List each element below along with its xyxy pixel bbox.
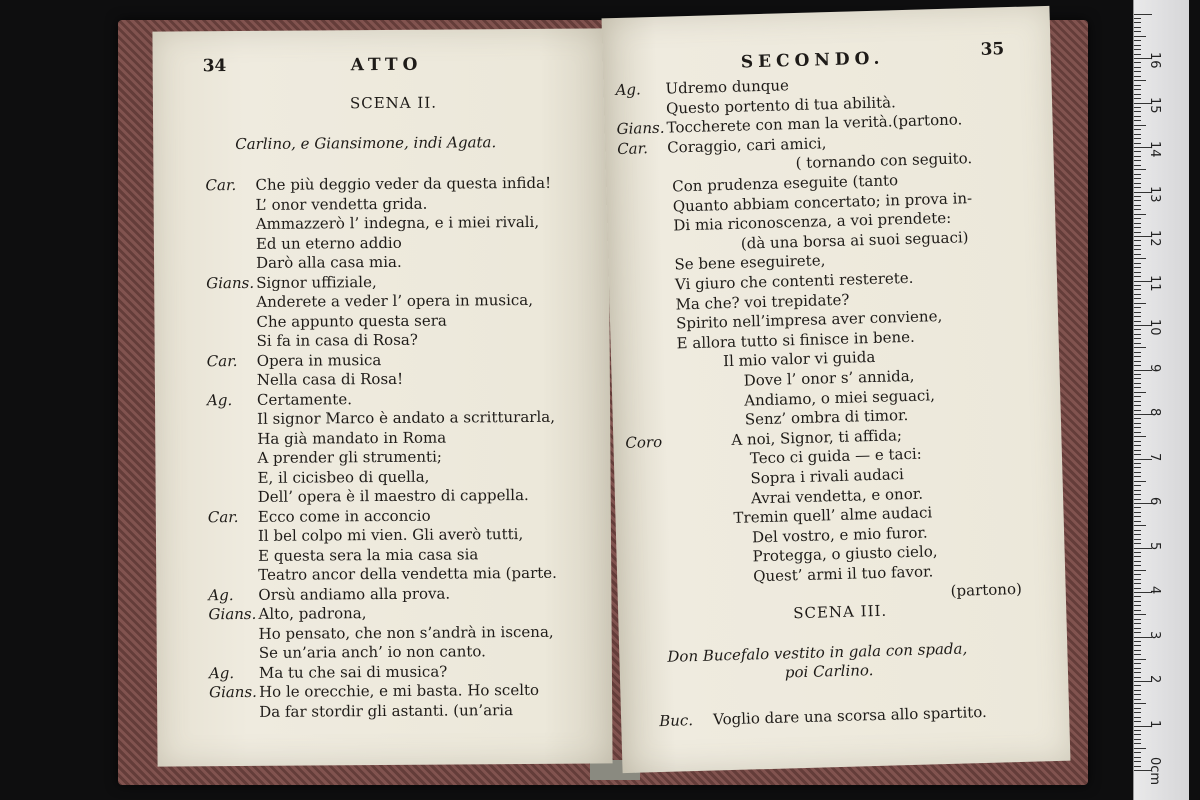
ruler-tick [1134, 427, 1141, 428]
ruler-tick [1134, 410, 1141, 411]
ruler-number: 9 [1147, 363, 1162, 372]
speaker-label: Gians. [616, 118, 665, 139]
verse-line: Anderete a veder l’ opera in musica, [256, 290, 534, 311]
verse-line: Se bene eseguirete, [674, 251, 826, 274]
verse-line: Opera in musica [256, 350, 382, 370]
ruler-tick [1134, 54, 1141, 55]
ruler-number: 12 [1147, 230, 1162, 247]
ruler-tick [1134, 712, 1141, 713]
ruler-tick [1134, 761, 1141, 762]
ruler-unit-label: 0cm [1147, 757, 1162, 786]
ruler-tick [1134, 730, 1141, 731]
verse-line: Nella casa di Rosa! [256, 369, 404, 389]
ruler-tick [1134, 107, 1141, 108]
verse-line: Certamente. [256, 389, 353, 409]
ruler-tick [1134, 494, 1141, 495]
verse-line: Tremin quell’ alme audaci [733, 503, 933, 528]
verse-line: Avrai vendetta, e onor. [750, 484, 924, 508]
ruler-tick [1134, 316, 1141, 317]
ruler-tick [1134, 623, 1141, 624]
ruler-tick [1134, 596, 1141, 597]
ruler-tick [1134, 378, 1141, 379]
verse-line: Con prudenza eseguite (tanto [672, 171, 899, 196]
ruler-number: 10 [1147, 319, 1162, 336]
verse-line: Si fa in casa di Rosa? [256, 330, 418, 350]
ruler-tick [1134, 565, 1141, 566]
measuring-ruler [1133, 0, 1189, 800]
ruler-tick [1134, 423, 1141, 424]
verse-line: Voglio dare una scorsa allo spartito. [712, 702, 988, 729]
ruler-tick [1134, 699, 1141, 700]
verse-line: (partono) [950, 579, 1023, 600]
ruler-tick [1134, 619, 1141, 620]
ruler-tick [1134, 748, 1146, 749]
ruler-tick [1134, 561, 1141, 562]
ruler-tick [1134, 303, 1146, 304]
ruler-tick [1134, 334, 1141, 335]
verse-line: Ecco come in acconcio [257, 506, 431, 526]
ruler-tick [1134, 374, 1141, 375]
ruler-tick [1134, 143, 1141, 144]
ruler-tick [1134, 183, 1141, 184]
verse-line: Senz’ ombra di timor. [744, 406, 909, 429]
ruler-tick [1134, 276, 1141, 277]
page-number: 34 [202, 56, 227, 77]
ruler-tick [1134, 766, 1141, 767]
ruler-tick [1134, 89, 1141, 90]
character-list: Carlino, e Giansimone, indi Agata. [235, 133, 497, 154]
ruler-tick [1134, 62, 1141, 63]
speaker-label: Gians. [208, 604, 257, 624]
ruler-tick [1134, 574, 1141, 575]
ruler-tick [1134, 245, 1141, 246]
verse-line: Da far stordir gli astanti. (un’aria [259, 700, 514, 721]
verse-line: E, il cicisbeo di quella, [257, 467, 430, 487]
verse-line: Coraggio, cari amici, [666, 133, 827, 157]
ruler-tick [1134, 614, 1146, 615]
ruler-tick [1134, 125, 1146, 126]
ruler-tick [1134, 530, 1141, 531]
ruler-tick [1134, 138, 1141, 139]
ruler-tick [1134, 343, 1141, 344]
ruler-tick [1134, 254, 1141, 255]
ruler-tick [1134, 659, 1146, 660]
ruler-tick [1134, 134, 1141, 135]
speaker-label: Car. [206, 351, 238, 370]
ruler-tick [1134, 601, 1141, 602]
ruler-tick [1134, 432, 1141, 433]
ruler-tick [1134, 223, 1141, 224]
ruler-tick [1134, 663, 1141, 664]
ruler-tick [1134, 85, 1141, 86]
verse-line: Ma tu che sai di musica? [258, 662, 448, 682]
ruler-tick [1134, 36, 1146, 37]
ruler-tick [1134, 352, 1141, 353]
ruler-tick [1134, 641, 1141, 642]
scene-title: SCENA II. [349, 93, 438, 113]
verse-line: Quanto abbiam concertato; in prova in- [672, 188, 973, 216]
ruler-number: 5 [1147, 541, 1162, 550]
ruler-tick [1134, 165, 1141, 166]
verse-line: L’ onor vendetta grida. [255, 194, 428, 214]
running-head: SECONDO. [740, 48, 885, 73]
verse-line: Sopra i rivali audaci [750, 465, 905, 488]
ruler-tick [1134, 249, 1141, 250]
verse-line: Teco ci guida — e taci: [749, 445, 922, 468]
ruler-tick [1134, 120, 1141, 121]
ruler-tick [1134, 160, 1141, 161]
verse-line: Dell’ opera è il maestro di cappella. [257, 485, 529, 506]
ruler-tick [1134, 645, 1141, 646]
speaker-label: Gians. [206, 273, 255, 292]
verse-line: Teatro ancor della vendetta mia (parte. [258, 563, 557, 584]
ruler-tick [1134, 214, 1146, 215]
ruler-tick [1134, 436, 1146, 437]
ruler-number: 13 [1147, 185, 1162, 203]
left-page [152, 28, 612, 766]
ruler-tick [1134, 200, 1141, 201]
ruler-tick [1134, 476, 1141, 477]
ruler-tick [1134, 605, 1141, 606]
ruler-tick [1134, 169, 1146, 170]
ruler-tick [1134, 196, 1141, 197]
verse-line: Protegga, o giusto cielo, [752, 542, 938, 566]
ruler-tick [1134, 227, 1141, 228]
ruler-tick [1134, 272, 1141, 273]
verse-line: Il signor Marco è andato a scritturarla, [257, 407, 555, 428]
ruler-tick [1134, 583, 1141, 584]
ruler-tick [1134, 49, 1141, 50]
verse-line: (dà una borsa ai suoi seguaci) [740, 228, 969, 253]
ruler-tick [1134, 232, 1141, 233]
ruler-tick [1134, 405, 1141, 406]
ruler-tick [1134, 156, 1141, 157]
speaker-label: Ag. [615, 80, 641, 100]
ruler-tick [1134, 312, 1141, 313]
ruler-tick [1134, 289, 1141, 290]
ruler-tick [1134, 556, 1141, 557]
page-number: 35 [980, 39, 1005, 60]
ruler-tick [1134, 721, 1141, 722]
ruler-tick [1134, 22, 1141, 23]
verse-line: Se un’aria anch’ io non canto. [258, 642, 486, 662]
right-page [602, 6, 1071, 773]
ruler-number: 16 [1147, 52, 1162, 69]
ruler-tick [1134, 111, 1141, 112]
speaker-label: Ag. [208, 585, 234, 604]
ruler-tick [1134, 383, 1141, 384]
ruler-tick [1134, 552, 1141, 553]
ruler-number: 11 [1147, 274, 1162, 292]
verse-line: A prender gli strumenti; [257, 447, 442, 467]
ruler-tick [1134, 80, 1146, 81]
ruler-tick [1134, 708, 1141, 709]
running-head: ATTO [350, 54, 423, 76]
ruler-tick [1134, 632, 1141, 633]
speaker-label: Ag. [208, 663, 235, 682]
ruler-tick [1134, 454, 1141, 455]
ruler-number: 6 [1147, 497, 1162, 506]
ruler-tick [1134, 485, 1141, 486]
ruler-tick [1134, 71, 1141, 72]
ruler-tick [1134, 116, 1141, 117]
ruler-number: 15 [1147, 96, 1162, 114]
ruler-tick [1134, 739, 1141, 740]
ruler-tick [1134, 694, 1141, 695]
ruler-tick [1134, 321, 1141, 322]
verse-line: E allora tutto si finisce in bene. [676, 327, 916, 353]
ruler-number: 7 [1147, 452, 1162, 461]
ruler-tick [1134, 588, 1141, 589]
ruler-tick [1134, 512, 1141, 513]
ruler-tick [1134, 450, 1141, 451]
ruler-tick [1134, 525, 1146, 526]
verse-line: Signor uffiziale, [256, 272, 377, 292]
speaker-label: Ag. [206, 390, 233, 409]
ruler-tick [1134, 401, 1141, 402]
verse-line: Ed un eterno addio [255, 233, 402, 253]
speaker-label: Coro [625, 432, 663, 452]
ruler-tick [1134, 94, 1141, 95]
character-list-cont: poi Carlino. [784, 661, 874, 682]
verse-line: Questo portento di tua abilità. [665, 92, 897, 118]
verse-line: Il bel colpo mi vien. Gli averò tutti, [257, 525, 524, 545]
ruler-tick [1134, 129, 1141, 130]
ruler-number: 2 [1147, 675, 1162, 684]
ruler-tick [1134, 472, 1141, 473]
verse-line: E questa sera la mia casa sia [258, 544, 479, 565]
scene-title: SCENA III. [792, 601, 888, 623]
ruler-tick [1134, 356, 1141, 357]
ruler-tick [1134, 734, 1141, 735]
verse-line: Alto, padrona, [258, 604, 367, 623]
ruler-tick [1134, 752, 1141, 753]
speaker-label: Car. [616, 138, 649, 158]
ruler-tick [1134, 361, 1141, 362]
ruler-tick [1134, 521, 1141, 522]
ruler-tick [1134, 499, 1141, 500]
ruler-tick [1134, 298, 1141, 299]
ruler-tick [1134, 441, 1141, 442]
ruler-number: 1 [1147, 719, 1162, 728]
ruler-tick [1134, 516, 1141, 517]
ruler-tick [1134, 387, 1141, 388]
ruler-tick [1134, 338, 1141, 339]
verse-line: Udremo dunque [665, 76, 790, 98]
ruler-tick [1134, 463, 1141, 464]
ruler-tick [1134, 178, 1141, 179]
verse-line: Ammazzerò l’ indegna, e i miei rivali, [255, 212, 540, 233]
ruler-tick [1134, 365, 1141, 366]
ruler-tick [1134, 445, 1141, 446]
ruler-tick [1134, 668, 1141, 669]
verse-line: Ho pensato, che non s’andrà in iscena, [258, 622, 554, 643]
ruler-tick [1134, 151, 1141, 152]
ruler-tick [1134, 14, 1152, 15]
ruler-tick [1134, 209, 1141, 210]
ruler-tick [1134, 27, 1141, 28]
ruler-tick [1134, 650, 1141, 651]
ruler-number: 8 [1147, 408, 1162, 417]
ruler-tick [1134, 654, 1141, 655]
ruler-tick [1134, 187, 1141, 188]
speaker-label: Buc. [658, 711, 694, 731]
verse-line: Che appunto questa sera [256, 311, 447, 331]
ruler-tick [1134, 240, 1141, 241]
ruler-tick [1134, 174, 1141, 175]
ruler-tick [1134, 396, 1141, 397]
ruler-tick [1134, 743, 1141, 744]
ruler-tick [1134, 31, 1141, 32]
verse-line: Quest’ armi il tuo favor. [752, 562, 934, 586]
ruler-tick [1134, 418, 1141, 419]
ruler-tick [1134, 717, 1141, 718]
ruler-tick [1134, 267, 1141, 268]
ruler-tick [1134, 294, 1141, 295]
ruler-tick [1134, 347, 1146, 348]
ruler-tick [1134, 672, 1141, 673]
character-list: Don Bucefalo vestito in gala con spada, [667, 639, 968, 666]
ruler-tick [1134, 703, 1146, 704]
ruler-tick [1134, 392, 1146, 393]
verse-line: Dove l’ onor s’ annida, [743, 366, 915, 390]
verse-line: Darò alla casa mia. [255, 252, 402, 272]
verse-line: ( tornando con seguito. [795, 149, 973, 173]
ruler-tick [1134, 570, 1146, 571]
speaker-label: Car. [207, 507, 239, 526]
ruler-tick [1134, 543, 1141, 544]
verse-line: Ma che? voi trepidate? [675, 290, 850, 314]
ruler-tick [1134, 534, 1141, 535]
verse-line: Ho le orecchie, e mi basta. Ho scelto [258, 680, 540, 701]
verse-line: Andiamo, o miei seguaci, [744, 385, 936, 410]
ruler-tick [1134, 263, 1141, 264]
speaker-label: Car. [205, 176, 237, 195]
ruler-number: 14 [1147, 141, 1162, 158]
verse-line: Orsù andiamo alla prova. [258, 584, 451, 604]
verse-line: Il mio valor vi guida [722, 348, 876, 371]
ruler-tick [1134, 18, 1141, 19]
ruler-tick [1134, 285, 1141, 286]
ruler-number: 4 [1147, 586, 1162, 595]
ruler-tick [1134, 98, 1141, 99]
ruler-tick [1134, 690, 1141, 691]
verse-line: Di mia riconoscenza, a voi prendete: [673, 208, 952, 235]
ruler-tick [1134, 218, 1141, 219]
speaker-label: Gians. [208, 682, 257, 702]
ruler-number: 3 [1147, 630, 1162, 639]
verse-line: A noi, Signor, ti affida; [731, 425, 903, 449]
ruler-tick [1134, 757, 1141, 758]
ruler-tick [1134, 76, 1141, 77]
ruler-tick [1134, 507, 1141, 508]
ruler-tick [1134, 481, 1146, 482]
ruler-tick [1134, 67, 1141, 68]
verse-line: Toccherete con man la verità.(partono. [666, 110, 963, 137]
ruler-tick [1134, 307, 1141, 308]
ruler-tick [1134, 579, 1141, 580]
verse-line: Ha già mandato in Roma [257, 428, 447, 448]
ruler-tick [1134, 490, 1141, 491]
ruler-tick [1134, 677, 1141, 678]
ruler-tick [1134, 610, 1141, 611]
verse-line: Vi giuro che contenti resterete. [674, 268, 914, 294]
verse-line: Del vostro, e mio furor. [751, 523, 928, 547]
ruler-tick [1134, 258, 1146, 259]
ruler-tick [1134, 329, 1141, 330]
ruler-tick [1134, 467, 1141, 468]
ruler-tick [1134, 539, 1141, 540]
verse-line: Spirito nell’impresa aver conviene, [675, 307, 943, 333]
ruler-tick [1134, 40, 1141, 41]
ruler-tick [1134, 205, 1141, 206]
ruler-tick [1134, 628, 1141, 629]
verse-line: Che più deggio veder da questa infida! [255, 173, 552, 194]
ruler-tick [1134, 45, 1141, 46]
ruler-tick [1134, 685, 1141, 686]
